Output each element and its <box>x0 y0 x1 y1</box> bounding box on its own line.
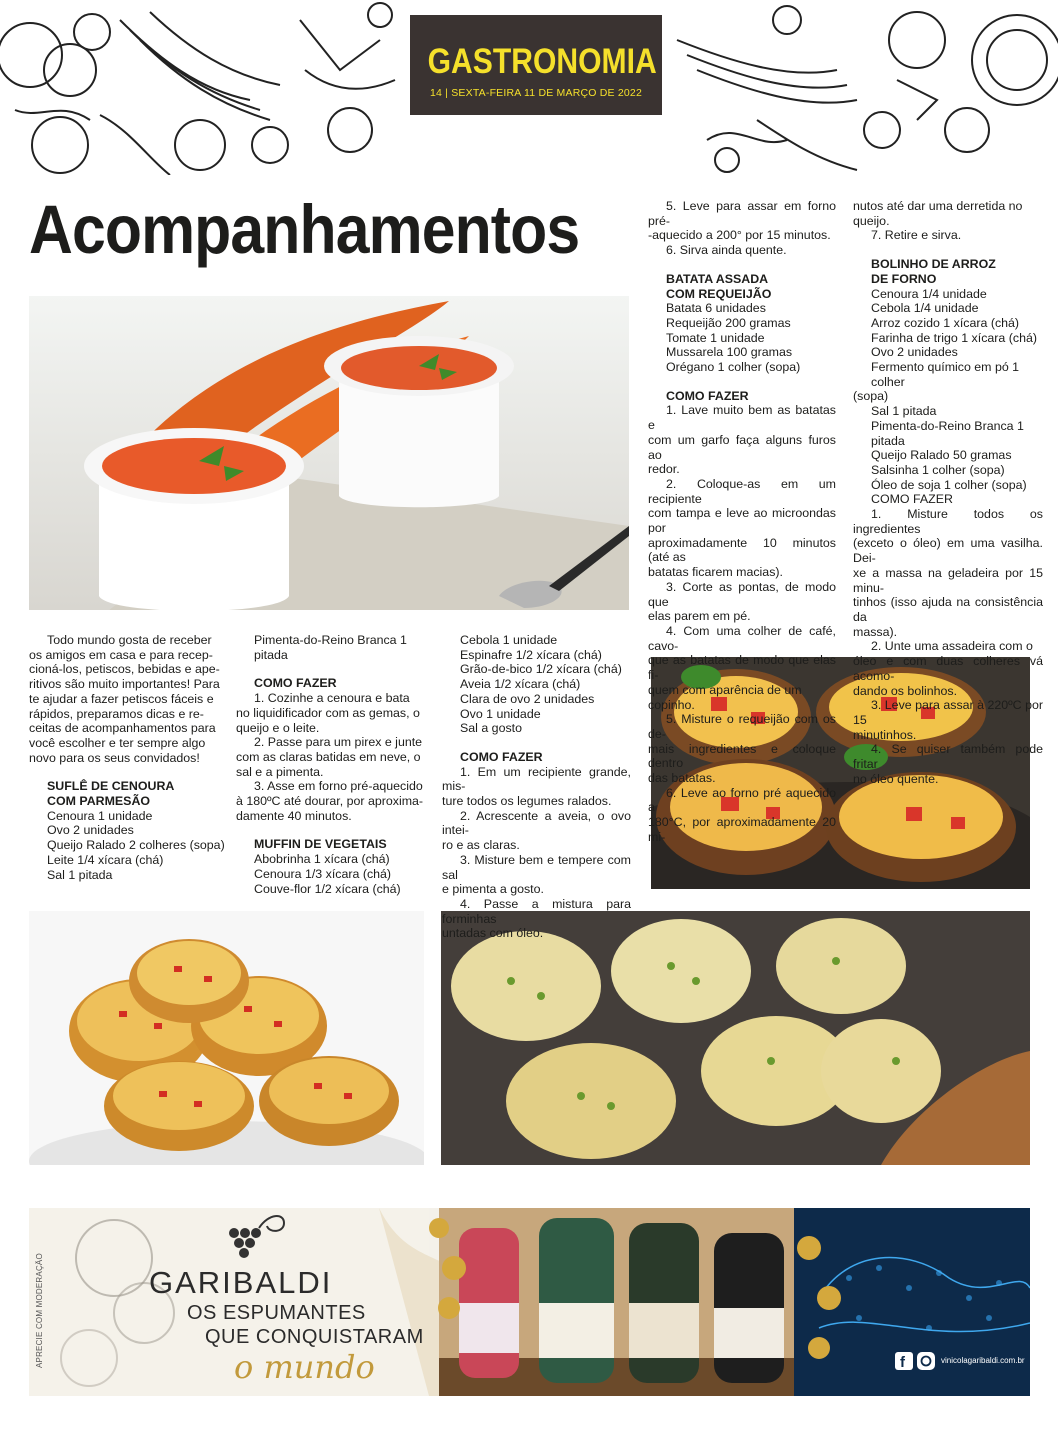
step-line: 5. Leve para assar em forno pré- <box>648 199 836 228</box>
ingredient: Sal 1 pitada <box>47 867 113 882</box>
ingredient: Salsinha 1 colher (sopa) <box>871 462 1005 477</box>
recipe-title: MUFFIN DE VEGETAIS <box>254 837 387 852</box>
step-line: dando os bolinhos. <box>853 683 958 698</box>
step-line: que as batatas de modo que elas fi- <box>648 653 836 683</box>
vegetable-pattern-left <box>0 0 410 175</box>
step-line: (exceto o óleo) em uma vasilha. Dei- <box>853 536 1043 566</box>
intro-line: Todo mundo gosta de receber <box>47 633 212 647</box>
recipe-title: BOLINHO DE ARROZ <box>871 257 996 272</box>
step-line: 4. Passe a mistura para forminhas <box>442 896 631 926</box>
carrot-souffle-photo <box>29 296 629 610</box>
step-line: redor. <box>648 462 680 477</box>
page-header <box>0 0 1058 175</box>
intro-line: ceitas de acompanhamentos para <box>29 721 216 736</box>
column-1 <box>29 633 228 882</box>
ingredient: Fermento químico em pó 1 colher <box>871 360 1020 389</box>
step-line: xe a massa na geladeira por 15 minu- <box>853 565 1043 595</box>
ingredient: Queijo Ralado 50 gramas <box>871 448 1012 463</box>
ingredient: Orégano 1 colher (sopa) <box>666 360 801 375</box>
step-line: damente 40 minutos. <box>236 808 352 823</box>
instagram-icon[interactable] <box>917 1352 935 1370</box>
intro-line: novo para os seus convidados! <box>29 750 200 765</box>
section-heading: COMO FAZER <box>666 388 749 403</box>
ingredient: Clara de ovo 2 unidades <box>460 691 595 706</box>
ingredient: Ovo 1 unidade <box>460 706 541 721</box>
section-label <box>410 15 662 115</box>
ingredient: Pimenta-do-Reino Branca 1 pitada <box>871 418 1024 448</box>
intro-line: rápidos, preparamos dicas e re- <box>29 706 204 721</box>
step-line: 1. Lave muito bem as batatas e <box>648 403 836 433</box>
step-line: tinhos (isso ajuda na consistência da <box>853 595 1043 624</box>
step-line: nutos até dar uma derretida no queijo. <box>853 199 1023 228</box>
ingredient: Espinafre 1/2 xícara (chá) <box>460 647 602 662</box>
step-line: sal e a pimenta. <box>236 764 324 779</box>
step-line: massa). <box>853 624 898 639</box>
garibaldi-advertisement[interactable] <box>29 1208 1030 1396</box>
step-line: mais ingredientes e coloque dentro <box>648 741 836 771</box>
step-line: 3. Misture bem e tempere com sal <box>442 852 631 882</box>
column-4 <box>648 199 836 845</box>
step-line: -aquecido a 200° por 15 minutos. <box>648 228 831 243</box>
section-heading: COMO FAZER <box>254 676 337 691</box>
step-line: aproximadamente 10 minutos (até as <box>648 535 836 565</box>
step-line: com as claras batidas em neve, o <box>236 749 421 764</box>
intro-line: cioná-los, petiscos, bebidas e ape- <box>29 662 220 677</box>
step-line: 2. Acrescente a aveia, o ovo intei- <box>442 808 631 838</box>
ingredient: Couve-flor 1/2 xícara (chá) <box>254 881 401 896</box>
ingredient: Arroz cozido 1 xícara (chá) <box>871 315 1020 330</box>
step-line: no liquidificador com as gemas, o <box>236 705 420 720</box>
ingredient: Tomate 1 unidade <box>666 330 765 345</box>
step-line: 3. Asse em forno pré-aquecido <box>254 779 423 794</box>
intro-line: os amigos em casa e para recep- <box>29 647 213 662</box>
ad-background <box>29 1208 1030 1396</box>
step-line: 1. Misture todos os ingredientes <box>853 507 1043 536</box>
step-line: e pimenta a gosto. <box>442 882 544 897</box>
ingredient: Mussarela 100 gramas <box>666 345 793 360</box>
ingredient: Cebola 1/4 unidade <box>871 301 979 316</box>
column-3 <box>442 633 631 941</box>
step-line: minutinhos. <box>853 727 917 742</box>
ingredient: Leite 1/4 xícara (chá) <box>47 852 164 867</box>
svg-text:f: f <box>900 1354 905 1371</box>
ad-tagline: OS ESPUMANTES <box>187 1302 366 1324</box>
intro-paragraph <box>29 633 228 765</box>
ad-website[interactable]: vinicolagaribaldi.com.br <box>941 1356 1025 1365</box>
recipe-title: COM REQUEIJÃO <box>666 286 772 301</box>
column-2 <box>236 633 424 896</box>
step-line: óleo e com duas colheres vá acomo- <box>853 654 1043 683</box>
step-line: ture todos os legumes ralados. <box>442 794 612 809</box>
step-line: 6. Leve ao forno pré aquecido a <box>648 785 836 815</box>
ingredient: Cenoura 1/3 xícara (chá) <box>254 866 392 881</box>
step-line: elas parem em pé. <box>648 609 751 624</box>
ingredient: Ovo 2 unidades <box>47 823 134 838</box>
ad-tagline-script: o mundo <box>234 1348 375 1386</box>
step-line: queijo e o leite. <box>236 720 320 735</box>
section-heading: COMO FAZER <box>871 492 953 507</box>
step-line: 2. Passe para um pirex e junte <box>254 735 423 750</box>
vegetable-pattern-right <box>667 0 1058 175</box>
ingredient: Queijo Ralado 2 colheres (sopa) <box>47 838 225 853</box>
step-line: 5. Misture o requeijão com os de- <box>648 712 836 741</box>
recipe-title: COM PARMESÃO <box>47 794 151 809</box>
step-line: 3. Corte as pontas, de modo que <box>648 579 836 609</box>
step-line: das batatas. <box>648 771 716 786</box>
step-line: 3. Leve para assar à 220ºC por 15 <box>853 698 1043 727</box>
step-line: com um garfo faça alguns furos ao <box>648 432 836 462</box>
step-line: 2. Unte uma assadeira com o <box>871 639 1033 654</box>
recipe-title: SUFLÊ DE CENOURA <box>47 779 175 794</box>
ingredient: Cebola 1 unidade <box>460 633 558 647</box>
column-5 <box>853 199 1043 786</box>
ingredient: Ovo 2 unidades <box>871 345 958 360</box>
vegetable-muffin-photo <box>29 911 424 1165</box>
ingredient: Requeijão 200 gramas <box>666 315 791 330</box>
step-line: quem com aparência de um copinho. <box>648 682 802 712</box>
step-line: 4. Com uma colher de café, cavo- <box>648 623 836 653</box>
step-line: no óleo quente. <box>853 771 939 786</box>
recipe-title: BATATA ASSADA <box>666 271 769 286</box>
ad-tagline: QUE CONQUISTARAM <box>205 1326 424 1348</box>
ingredient: Grão-de-bico 1/2 xícara (chá) <box>460 662 622 677</box>
ingredient: Abobrinha 1 xícara (chá) <box>254 852 390 867</box>
ingredient: Cenoura 1/4 unidade <box>871 286 987 301</box>
step-line: 180°C, por aproximadamente 20 mi- <box>648 815 836 844</box>
step-line: 4. Se quiser também pode fritar <box>853 742 1043 772</box>
ad-brand: GARIBALDI <box>149 1265 333 1300</box>
ingredient: Sal 1 pitada <box>871 404 937 419</box>
drink-responsibly-note: APRECIE COM MODERAÇÃO <box>35 1253 44 1368</box>
ingredient: Pimenta-do-Reino Branca 1 pitada <box>254 633 407 662</box>
section-heading: COMO FAZER <box>460 749 543 764</box>
step-line: 1. Cozinhe a cenoura e bata <box>254 691 410 706</box>
section-title: GASTRONOMIA <box>427 42 657 81</box>
rice-balls-photo <box>441 911 1030 1165</box>
intro-line: você escolher e ter sempre algo <box>29 735 206 750</box>
intro-line: ritivos são muito importantes! Para <box>29 677 220 692</box>
ingredient: Farinha de trigo 1 xícara (chá) <box>871 330 1037 345</box>
step-line: à 180ºC até dourar, por aproxima- <box>236 794 424 809</box>
step-line: ro e as claras. <box>442 838 520 853</box>
ingredient: Óleo de soja 1 colher (sopa) <box>871 477 1027 492</box>
recipe-title: DE FORNO <box>871 271 937 286</box>
step-line: 2. Coloque-as em um recipiente <box>648 476 836 506</box>
ingredient: Aveia 1/2 xícara (chá) <box>460 677 581 692</box>
ingredient: Sal a gosto <box>460 721 522 736</box>
intro-line: te ajudar a fazer petiscos fáceis e <box>29 691 214 706</box>
ingredient: (sopa) <box>853 389 889 404</box>
step-line: com tampa e leve ao microondas por <box>648 506 836 536</box>
page-headline: Acompanhamentos <box>29 191 580 268</box>
step-line: untadas com óleo. <box>442 926 544 941</box>
ingredient: Cenoura 1 unidade <box>47 808 153 823</box>
page-info: 14 | SEXTA-FEIRA 11 DE MARÇO DE 2022 <box>429 87 643 99</box>
step-line: 7. Retire e sirva. <box>871 228 962 243</box>
ingredient: Batata 6 unidades <box>666 301 766 316</box>
step-line: 6. Sirva ainda quente. <box>666 243 787 258</box>
step-line: batatas ficarem macias). <box>648 565 783 580</box>
step-line: 1. Em um recipiente grande, mis- <box>442 764 631 794</box>
